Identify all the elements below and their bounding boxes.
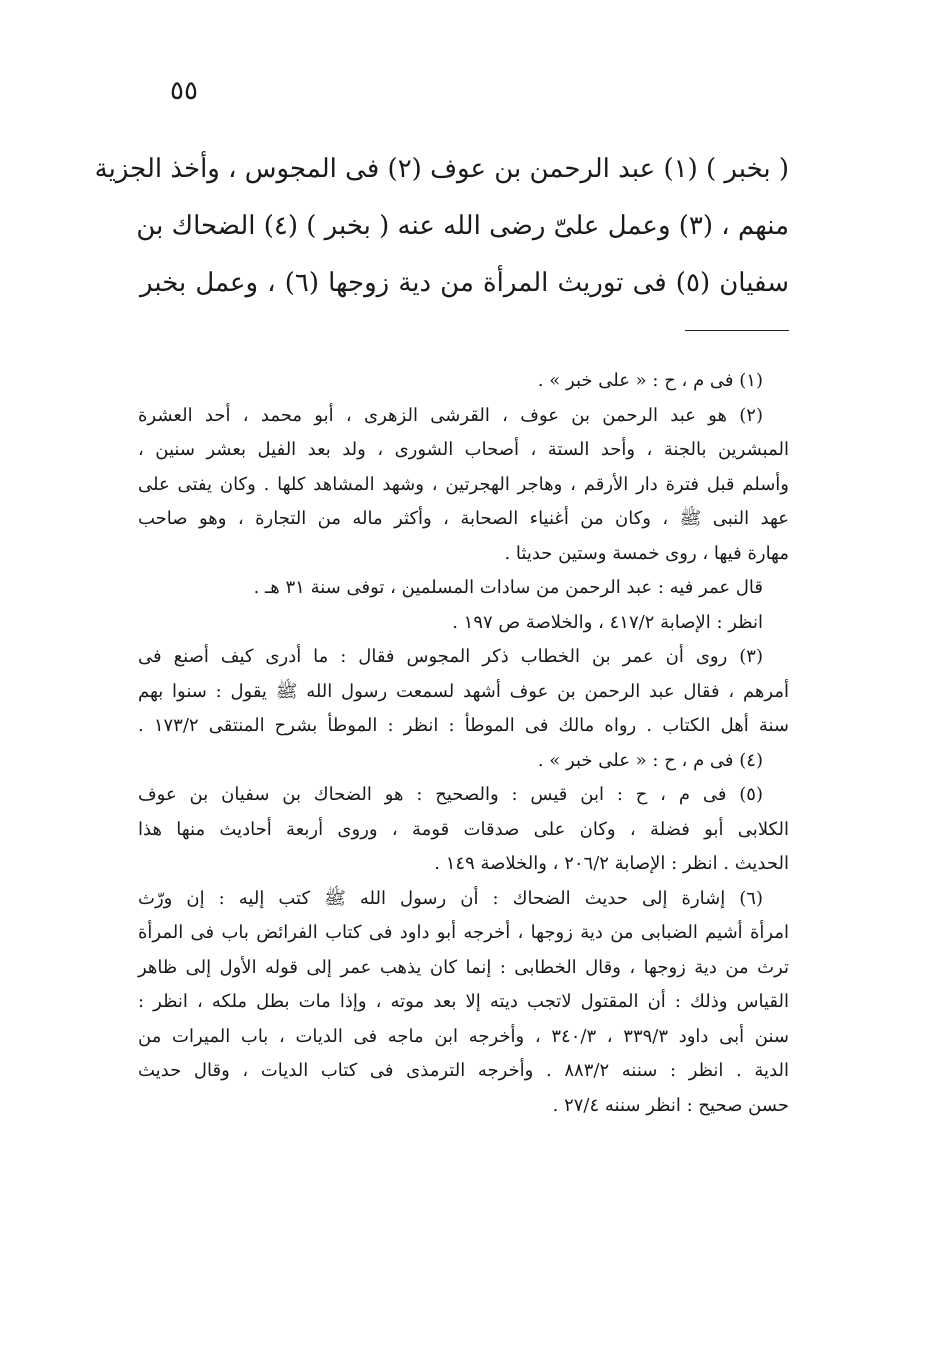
main-text-line: سفيان (٥) فى توريث المرأة من دية زوجها (٦) ، وعمل بخبر (140, 268, 789, 298)
footnote-line: (٣) روى أن عمر بن الخطاب ذكر المجوس فقال : ما أدرى كيف أصنع فى (138, 646, 763, 667)
footnote-line: سنن أبى داود ٣٣٩/٣ ، ٣٤٠/٣ ، وأخرجه ابن ماجه فى الديات ، باب الميرات من (138, 1025, 789, 1047)
footnote-line: حسن صحيح : انظر سننه ٢٧/٤ . (552, 1094, 789, 1116)
footnote-line: أمرهم ، فقال عبد الرحمن بن عوف أشهد لسمعت رسول الله ﷺ يقول : سنوا بهم (138, 680, 789, 702)
footnote-line: (٢) هو عبد الرحمن بن عوف ، القرشى الزهرى ، أبو محمد ، أحد العشرة (138, 404, 763, 426)
footnote-line: الكلابى أبو فضلة ، وكان على صدقات قومة ، وروى أربعة أحاديث منها هذا (138, 818, 789, 840)
footnote-line: قال عمر فيه : عبد الرحمن من سادات المسلمين ، توفى سنة ٣١ هـ . (253, 577, 763, 598)
footnote-line: المبشرين بالجنة ، وأحد الستة ، أصحاب الشورى ، ولد بعد الفيل بعشر سنين ، (138, 439, 789, 460)
footnote-line: امرأة أشيم الضبابى من دية زوجها ، أخرجه أبو داود فى كتاب الفرائض باب فى المرأة (138, 922, 789, 943)
footnotes (138, 364, 789, 1123)
footnote-line: الدية . انظر : سننه ٨٨٣/٢ . وأخرجه الترمذى فى كتاب الديات ، وقال حديث (138, 1060, 789, 1081)
footnote-line: ترث من دية زوجها ، وقال الخطابى : إنما كان يذهب عمر إلى قوله الأول إلى ظاهر (138, 956, 789, 978)
footnote-line: (٤) فى م ، ح : « على خبر » . (537, 749, 763, 771)
main-text-line: منهم ، (٣) وعمل علىّ رضى الله عنه ( بخبر ) (٤) الضحاك بن (136, 211, 789, 241)
footnote-line: الحديث . انظر : الإصابة ٢٠٦/٢ ، والخلاصة ١٤٩ . (434, 853, 789, 874)
footnote-separator (685, 330, 789, 331)
footnote-line: وأسلم قبل فترة دار الأرقم ، وهاجر الهجرتين ، وشهد المشاهد كلها . وكان يفتى على (138, 473, 789, 495)
footnote-line: (٥) فى م ، ح : ابن قيس : والصحيح : هو الضحاك بن سفيان بن عوف (138, 784, 763, 805)
page-number: ٥٥ (170, 76, 198, 106)
footnote-line: عهد النبى ﷺ ، وكان من أغنياء الصحابة ، وأكثر ماله من التجارة ، وهو صاحب (138, 508, 789, 529)
footnote-line: مهارة فيها ، روى خمسة وستين حديثا . (504, 542, 789, 564)
footnote-line: (١) فى م ، ح : « على خبر » . (537, 370, 763, 391)
footnote-line: انظر : الإصابة ٤١٧/٢ ، والخلاصة ص ١٩٧ . (452, 611, 763, 633)
main-text (94, 141, 789, 312)
main-text-line: ( بخبر ) (١) عبد الرحمن بن عوف (٢) فى المجوس ، وأخذ الجزية (94, 154, 789, 184)
footnote-line: القياس وذلك : أن المقتول لاتجب ديته إلا بعد موته ، وإذا مات بطل ملكه ، انظر : (138, 991, 789, 1012)
footnote-line: سنة أهل الكتاب . رواه مالك فى الموطأ : انظر : الموطأ بشرح المنتقى ١٧٣/٢ . (138, 715, 789, 736)
footnote-line: (٦) إشارة إلى حديث الضحاك : أن رسول الله ﷺ كتب إليه : إن ورّث (138, 887, 763, 909)
